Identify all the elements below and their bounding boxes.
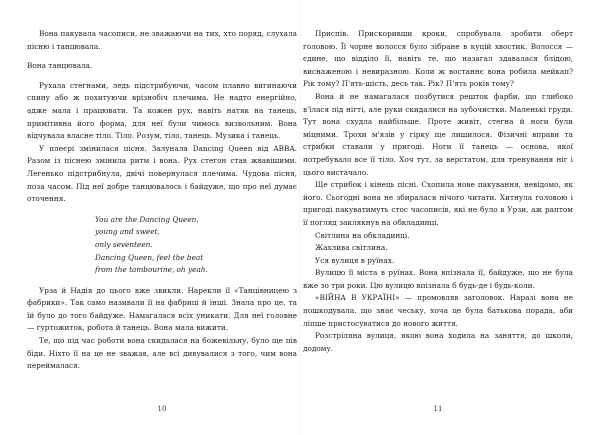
paragraph: Вона пакувала часописи, не зважаючи на тих, хто поряд, слухала пісню і танцювала. bbox=[27, 29, 297, 51]
song-lyrics bbox=[95, 214, 297, 277]
paragraph: Те, що під час роботи вона скидалася на божевільну, було ще пів біди. Ніхто її на це не зважав, але всі дивувалися з того, чим вона переймалася. bbox=[27, 336, 297, 371]
paragraph: Приспів. Прискоривши кроки, спробувала зробити оберт головою. Її чорне волосся було зібране в куцій хвостик. Волосся — єдине, що відділо її, навіть те, що назагал здавалася блідою, виснаженою і невиразною. Коли ж востаннє вона робила мейкап? Рік тому? П'ять-шість, десь так. Рік? П'ять років тому? bbox=[303, 29, 573, 89]
lyric-line: from the tambourine, oh yeah. bbox=[95, 265, 208, 275]
paragraph: Уся вулиця в руїнах. bbox=[315, 255, 395, 265]
paragraph: Розстріляна вулиця, якою вона ходила на заняття, до школи, додому. bbox=[303, 331, 573, 353]
paragraph: Світлина на обкладинці. bbox=[315, 230, 410, 240]
paragraph: Вулицю її міста в руїнах. Вона впізнала її, байдуже, що не була вже зо три роки. Цю вулицю впізнала б будь-де і будь-коли. bbox=[303, 268, 573, 290]
paragraph: Урза й Надія до цього вже звикли. Нарекли її «Танцівницею з фабрики». Так само називали її на фабриці й інші. Знала про це, та їй було до того байдуже. Намагалася всіх уникати. Для неї головне — гуртожиток, робота й танець. Вона мала вижити. bbox=[27, 285, 297, 333]
lyric-line: young and sweet, bbox=[95, 227, 160, 237]
paragraph: Вона й не намагалася позбутися решток фарби, що глибоко в'їлася під нігті, але руки скидалися на зубочистки. Маленькі груди. Тут вона схудла найбільше. Проте живіт, стегна й ноги були міцними. Трохи м'язів у гірку ще лишилося. Фізичні вправи та стрибки ставали у пригоді. Ноги її танець — основа, якої потребувало все її тіло. Хоч тут, за верстатом, для тренування ніг і цього вистачало. bbox=[303, 91, 573, 177]
right-page bbox=[303, 8, 573, 428]
left-page-text bbox=[27, 28, 297, 373]
paragraph: Вона танцювала. bbox=[27, 61, 93, 71]
lyric-line: only seventeen. bbox=[95, 239, 153, 249]
lyric-line: You are the Dancing Queen, bbox=[95, 214, 199, 224]
right-page-text bbox=[303, 28, 573, 355]
paragraph: Рухала стегнами, ледь підстрибуючи, часом плавно вигинаючи спину або ж похитуючи врізнобіч плечима. Не надто енергійно, адже мала і працювати. Та кожен рух, навіть натяк на танець, примітивна його форма, для неї були чимось визвольним. Вона відчувала власне тіло. Тіло. Розум, тіло, танець. Музика і танець. bbox=[27, 80, 297, 141]
paragraph: Ще стрибок і кінець пісні. Схопила нове пакування, невідомо, як його. Сьогодні вона не збиралася нічого читати. Хитнула головою і пригоді пакуватимуть стос часописів, які не було в Урзи, аж раптом її погляд заклякнув на обкладинці. bbox=[303, 180, 573, 227]
page-number: 10 bbox=[157, 405, 167, 413]
paragraph: Жахлива світлина. bbox=[315, 243, 388, 253]
left-page bbox=[27, 8, 297, 428]
paragraph: У плеєрі змінилася пісня. Залунала Dancing Queen від ABBA. Разом із піснею змінила ритм і вона. Рух стегон став жвавішими. Легенько підстрибнула, двічі повернулася плечима. Чудова пісня, поза часом. Під неї добре танцювалось і байдуже, що про неї думає оточення. bbox=[27, 143, 297, 204]
lyric-line: Dancing Queen, feel the beat bbox=[95, 252, 204, 262]
page-number: 11 bbox=[433, 405, 443, 413]
paragraph: «ВІЙНА В УКРАЇНІ» — промовляв заголовок. Наразі вона не пошкодувала, що знає чеську, хоча це була батькова порада, аби ліпше пристосуватися до нового життя. bbox=[303, 293, 573, 328]
book-gutter bbox=[299, 0, 301, 435]
